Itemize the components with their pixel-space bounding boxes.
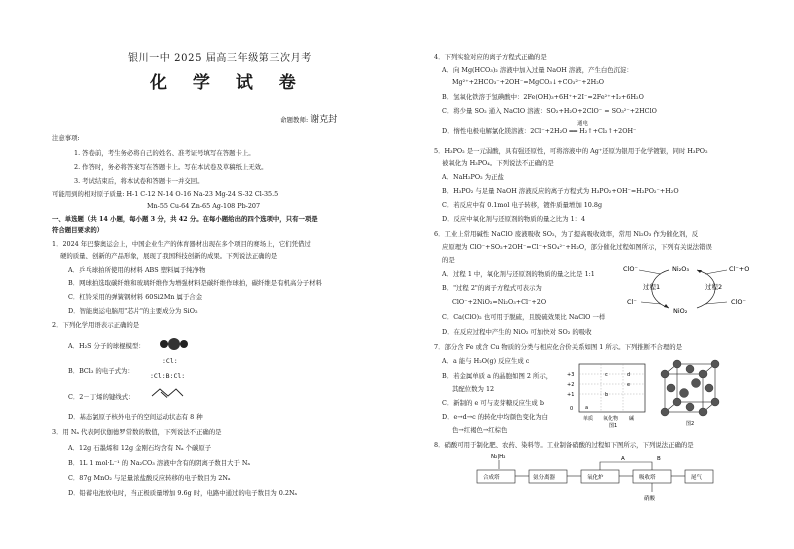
q4-option-b: B．氢氧化铁溶于氢碘酸中：2Fe(OH)₃+6H⁺+2I⁻=2Fe²⁺+I₂+6H₂O (442, 93, 644, 101)
fig1-point-label: d (627, 372, 631, 378)
q2-stem: 2．下列化学用语表示正确的是 (52, 321, 140, 329)
q5-option-d: D．反应中氧化剂与还原剂的物质的量之比为 1：4 (442, 215, 586, 223)
cycle-label-process2: 过程2 (705, 283, 723, 291)
cycle-label-left-top: ClO⁻ (623, 265, 638, 273)
q4-option-a: A．向 Mg(HCO₃)₂ 溶液中加入过量 NaOH 溶液，产生白色沉淀： (442, 66, 633, 74)
exam-title: 化 学 试 卷 (150, 73, 306, 93)
school-title: 银川一中 2025 届高三年级第三次月考 (128, 53, 312, 64)
flow-label-a: A (621, 456, 625, 462)
q6-option-d: D．在反应过程中产生的 NiO₂ 可加快对 SO₂ 的吸收 (442, 328, 592, 336)
flow-box-oxidizer-label: 氧化炉 (587, 475, 604, 481)
cycle-arrow-right-bottom (705, 302, 727, 304)
q5-option-a: A．NaH₂PO₂ 为正盐 (442, 173, 504, 181)
q5-option-c: C．若反应中有 0.1mol 电子转移，镀件质量增加 10.8g (442, 201, 603, 209)
h2s-ball-stick-model (158, 336, 188, 352)
q7-option-b: B．若金属单质 a 的晶胞如图 2 所示， (442, 372, 553, 380)
q6-stem: 的是 (442, 256, 455, 264)
fig1-ytick: +3 (567, 372, 575, 378)
cycle-label-process1: 过程1 (643, 283, 661, 291)
q1-stem: 硬的质量、创新的产品形象，展现了我国科技创新的成果。下列说法正确的是 (60, 252, 278, 260)
fig1-xlabel: 氧化物 (603, 416, 619, 422)
note-item: 2. 作答时，务必将答案写在答题卡上。写在本试卷及草稿纸上无效。 (74, 163, 268, 171)
q7-option-c: C．新制的 e 可与麦芽糖反应生成 b (442, 399, 544, 407)
cycle-label-nio2: NiO₂ (673, 307, 688, 315)
section-heading: 符合题目要求的） (52, 226, 104, 234)
flow-label-b: B (657, 456, 661, 462)
fig1-xlabel: 单质 (583, 416, 594, 422)
fig1-ytick: +2 (567, 382, 575, 388)
flow-box-synthesis-label: 合成塔 (483, 475, 500, 481)
teacher-line (280, 116, 337, 124)
q2-option-d: D．基态氯原子核外电子的空间运动状态有 8 种 (68, 413, 203, 421)
q1-option-a: A．乒乓球拍所使用的材料 ABS 塑料属于纯净物 (68, 266, 206, 274)
q6-option-a: A．过程 1 中，氧化剂与还原剂的物质的量之比是 1:1 (442, 270, 595, 278)
teacher-label: 命题教师: (280, 116, 309, 124)
flow-box-absorber-label: 吸收塔 (639, 475, 656, 481)
note-item: 3. 考试结束后，将本试卷和答题卡一并交回。 (74, 177, 204, 185)
flow-box-separator-label: 氨分离器 (533, 475, 556, 481)
q3-option-b: B．1L 1 mol·L⁻¹ 的 Na₂CO₃ 溶液中含有的阴离子数目大于 Nₐ (68, 459, 250, 467)
q4-option-d: D．惰性电极电解氯化镁溶液：2Cl⁻+2H₂O ══ H₂↑+Cl₂↑+2OH⁻ (442, 127, 637, 135)
fig1-frame (579, 364, 645, 412)
q3-option-a: A．12g 石墨烯和 12g 金刚石均含有 Nₐ 个碳原子 (68, 444, 212, 452)
q4-electrolysis-condition: 通电 (577, 121, 589, 127)
fig1-xlabel: 碱 (629, 416, 635, 422)
teacher-name: 谢克封 (310, 115, 338, 125)
q2-option-a: A．H₂S 分子的球棍模型： (68, 342, 145, 350)
fig1-caption: 图1 (609, 423, 618, 428)
fig1-point-label: b (605, 392, 609, 398)
q1-option-d: D．智能奥运电脑用"芯片"的主要成分为 SiO₂ (68, 307, 198, 315)
q6-option-b-equation: ClO⁻+2NiO₂=Ni₂O₃+Cl⁻+2O (452, 298, 547, 306)
fig1-ytick: +1 (567, 392, 575, 398)
q4-option-c: C．将少量 SO₂ 通入 NaClO 溶液：SO₂+H₂O+2ClO⁻ = SO₃²⁻+2HClO (442, 107, 657, 115)
note-item: 1. 答卷前，考生务必将自己的姓名、准考证号填写在答题卡上。 (74, 149, 255, 157)
q1-option-c: C．杠铃采用的弹簧钢材料 60Si2Mn 属于合金 (68, 293, 203, 301)
q3-option-d: D．铅蓄电池放电时，当正极质量增加 9.6g 时，电路中通过的电子数目为 0.2Nₐ (68, 489, 298, 497)
flow-box-tailgas-label: 尾气 (691, 475, 703, 481)
bcl3-lewis-top: :Cl: (162, 357, 178, 365)
nitric-acid-process-flowchart (469, 450, 729, 508)
q8-stem: 8．硝酸可用于制化肥、农药、染料等。工业制备硝酸的过程如下图所示，下列说法正确的是 (434, 441, 694, 449)
cycle-label-right-bottom: ClO⁻ (731, 298, 746, 306)
q5-stem: 5．H₃PO₂ 是一元弱酸，具有强还原性，可将溶液中的 Ag⁺还原为银用于化学镀银，同时 H₃PO₂ (434, 147, 708, 155)
q1-stem: 1．2024 年巴黎奥运会上，中国企业生产的体育器材出现在多个项目的赛场上，它们凭借过 (52, 240, 311, 248)
cycle-label-right-top: Cl⁻+O (729, 265, 750, 273)
q6-option-c: C．Ca(ClO)₂ 也可用于脱硫，且脱硫效果比 NaClO 一样 (442, 313, 606, 321)
cycle-arrow-right-top (705, 270, 727, 274)
cycle-label-left-bottom: Cl⁻ (627, 298, 637, 306)
section-heading: 一、单选题（共 14 小题，每小题 3 分，共 42 分。在每小题给出的四个选项中，只有一项是 (52, 215, 318, 223)
q7-option-d-cont: 色→红褐色→红棕色 (452, 426, 508, 434)
notes-heading: 注意事项: (52, 134, 80, 142)
cycle-arrow-in (639, 270, 661, 274)
figure1-valence-chart (565, 360, 650, 428)
flow-input: N₂|H₂ (491, 454, 506, 460)
q3-option-c: C．87g MnO₂ 与足量浓盐酸反应转移的电子数目为 2Nₐ (68, 474, 231, 482)
fig1-ytick: 0 (570, 406, 574, 412)
q7-option-a: A．a 能与 H₂O(g) 反应生成 c (442, 357, 530, 365)
q2-option-b: B．BCl₃ 的电子式为： (68, 367, 134, 375)
fig1-point-label: a (585, 405, 589, 411)
figure2-unit-cell (659, 358, 723, 428)
q1-option-b: B．网球拍选取碳纤维和玻璃纤维作为增强材料是碳纤维作球拍，碳纤维是有机高分子材料 (68, 279, 322, 287)
q7-option-d: D．e→d→c 的转化中均颜色变化为白 (442, 413, 549, 421)
q5-stem: 被氧化为 H₃PO₄。下列说法不正确的是 (442, 159, 554, 167)
fig2-caption: 图2 (686, 421, 695, 427)
bcl3-lewis-mid: :Cl:B:Cl: (150, 372, 186, 380)
cycle-label-ni2o3: Ni₂O₃ (672, 265, 689, 273)
q6-stem: 应原理为 ClO⁻+SO₂+2OH⁻=Cl⁻+SO₄²⁻+H₂O，部分催化过程如图所示，下列有关说法错误 (442, 243, 712, 251)
q4-option-a-equation: Mg²⁺+2HCO₃⁻+2OH⁻=MgCO₃↓+CO₃²⁻+2H₂O (452, 78, 605, 86)
catalytic-cycle-diagram (617, 262, 757, 318)
q3-stem: 3．用 Nₐ 代表阿伏伽德罗常数的数值，下列说法不正确的是 (52, 428, 222, 436)
cycle-arrowhead (664, 304, 669, 308)
atomic-mass-line: 可能用到的相对原子质量: H-1 C-12 N-14 O-16 Na-23 Mg-24 S-32 Cl-35.5 (52, 190, 279, 198)
q6-stem: 6．工业上常用碱性 NaClO 废液吸收 SO₂，为了提高吸收效率，常用 Ni₂O₃ 作为催化剂，反 (434, 230, 699, 238)
q2-option-c: C．2－丁烯的键线式： (68, 393, 135, 401)
2-butene-skeletal-formula (150, 384, 184, 400)
q5-option-b: B．H₃PO₂ 与足量 NaOH 溶液反应的离子方程式为 H₃PO₂+OH⁻=H₂PO₂⁻+H₂O (442, 187, 679, 195)
q6-option-b: B．"过程 2"的离子方程式可表示为 (442, 284, 542, 292)
q4-stem: 4．下列实验对应的离子方程式正确的是 (434, 53, 547, 61)
fig1-point-label: e (627, 382, 631, 388)
atomic-mass-line: Mn-55 Cu-64 Zn-65 Ag-108 Pb-207 (147, 202, 261, 210)
fig1-point-label: c (605, 372, 608, 378)
q7-stem: 7．部分含 Fe 或含 Cu 物质的分类与相应化合价关系如图 1 所示。下列推断不合理的是 (434, 343, 683, 351)
flow-output: 硝酸 (644, 496, 656, 502)
q7-option-b-cont: 其配位数为 12 (452, 385, 495, 393)
